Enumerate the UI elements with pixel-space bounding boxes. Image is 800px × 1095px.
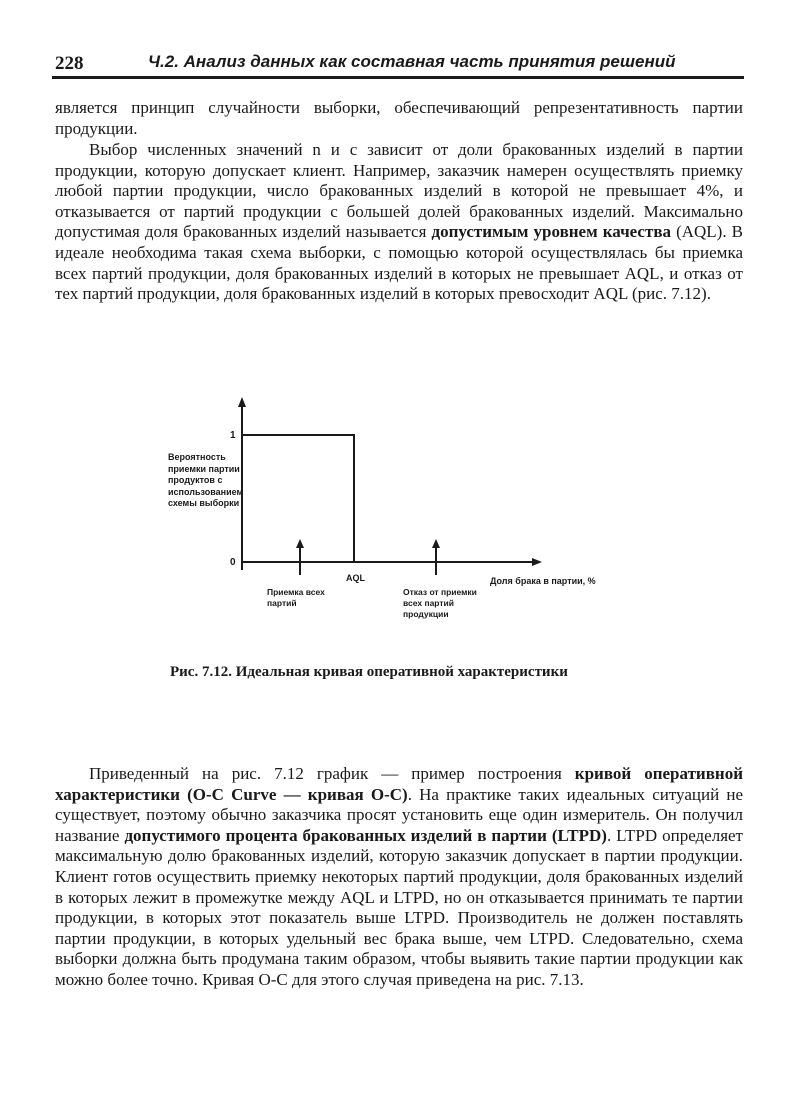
paragraph-2-text-2: (AQL). В идеале необходима такая схема выборки, с помощью которой осуществлялась бы приемка всех партий продукции, доля бракованных изделий в которых не превышает AQL, и отказ от тех партий продукции, доля бракованных изделий в которых превосходит AQL (рис. 7.12). [55,222,743,304]
x-axis-label: Доля брака в партии, % [490,576,596,586]
y-tick-0: 0 [230,557,236,568]
y-axis-label: Вероятность приемки партии продуктов с использованием схемы выборки [168,452,244,508]
accept-arrow-head [296,539,304,548]
annotation-reject: Отказ от приемки всех партий продукции [403,587,477,619]
paragraph-2 [55,140,743,305]
paragraph-3-text-2: . На практике таких идеальных ситуаций не существует, поэтому обычно заказчика просят установить еще один измеритель. Он получил название [55,784,743,845]
paragraph-3-text-1: Приведенный на рис. 7.12 график — пример построения [89,764,575,783]
x-axis-arrow [532,558,542,566]
y-tick-1: 1 [230,430,236,441]
reject-arrow-head [432,539,440,548]
paragraph-3 [55,764,743,991]
running-header [52,52,744,79]
oc-chart [150,385,650,655]
term-ltpd: допустимого процента бракованных изделий в партии (LTPD) [124,825,607,845]
figure-7-12 [150,385,650,655]
page-number: 228 [55,53,84,74]
y-axis-arrow [238,397,246,407]
running-head: Ч.2. Анализ данных как составная часть принятия решений [148,52,676,71]
figure-caption: Рис. 7.12. Идеальная кривая оперативной характеристики [170,664,568,680]
paragraph-1-text: является принцип случайности выборки, обеспечивающий репрезентативность партии продукции. [55,98,743,138]
paragraph-1 [55,98,743,139]
annotation-accept: Приемка всех партий [267,587,325,608]
paragraph-3-text-3: . LTPD определяет максимальную долю бракованных изделий, которую заказчик допускает в партии продукции. Клиент готов осуществить приемку некоторых партий продукции, доля бракованных изделий в которых лежит в промежутке между AQL и LTPD, но он отказывается принимать те партии продукции, в которых этот показатель выше LTPD. Производитель не должен поставлять партии продукции, в которых удельный вес брака выше, чем LTPD. Следовательно, схема выборки должна быть продумана таким образом, чтобы выявить такие партии продукции как можно более точно. Кривая O-C для этого случая приведена на рис. 7.13. [55,825,743,989]
x-tick-aql: AQL [346,573,365,583]
oc-curve [242,435,354,562]
term-aql: допустимым уровнем качества [431,222,672,242]
term-oc-curve: кривой оперативной характеристики (O-C Curve — кривая O-C) [55,764,743,804]
paragraph-2-text-1: Выбор численных значений n и с зависит от доли бракованных изделий в партии продукции, которую допускает клиент. Например, заказчик намерен осуществлять приемку любой партии продукции, число бракованных изделий в которой не превышает 4%, и отказывается от партий продукции с большей долей бракованных изделий. Максимально допустимая доля бракованных изделий называется [55,140,743,242]
